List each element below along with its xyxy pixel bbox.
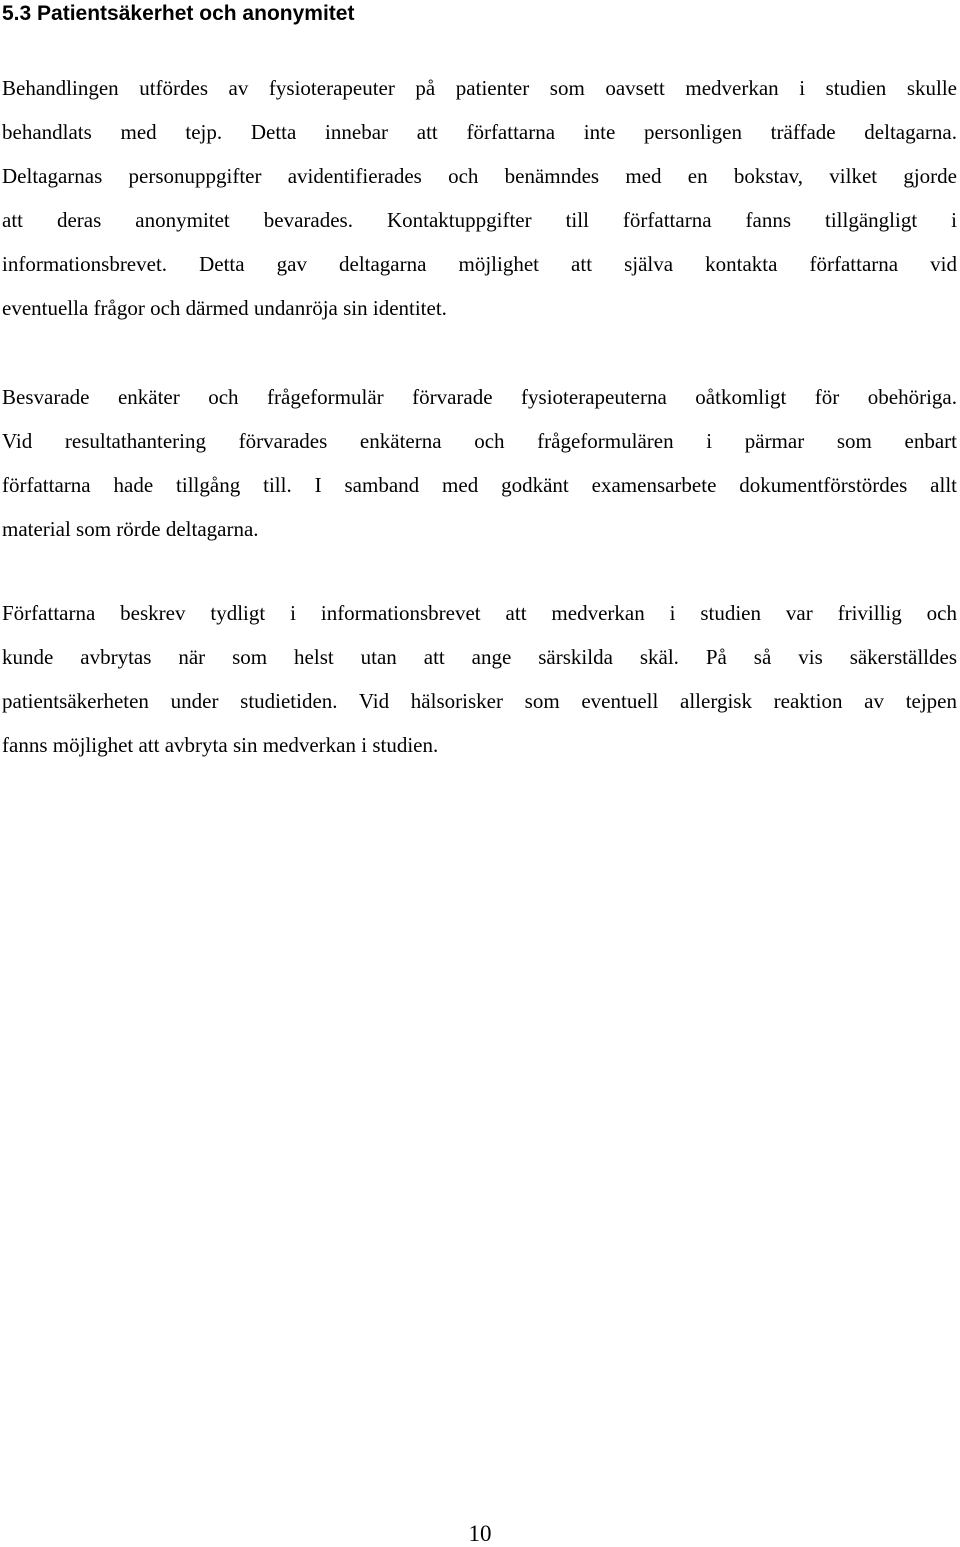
paragraph-line: material som rörde deltagarna. [2, 517, 259, 541]
page-number: 10 [468, 1521, 492, 1546]
paragraph-line: informationsbrevet. Detta gav deltagarna möjlighet att själva kontakta författarna vid [2, 252, 957, 276]
paragraph-line: patientsäkerheten under studietiden. Vid hälsorisker som eventuell allergisk reaktion av tejpen [2, 689, 957, 713]
paragraph-voluntary-participation [2, 591, 957, 767]
paragraph-line: att deras anonymitet bevarades. Kontaktuppgifter till författarna fanns tillgängligt i [2, 208, 957, 232]
paragraph-line: fanns möjlighet att avbryta sin medverkan i studien. [2, 733, 439, 757]
paragraph-line: författarna hade tillgång till. I samband med godkänt examensarbete dokumentförstördes allt [2, 473, 957, 497]
paragraph-line: behandlats med tejp. Detta innebar att författarna inte personligen träffade deltagarna. [2, 120, 957, 144]
paragraph-line: Behandlingen utfördes av fysioterapeuter på patienter som oavsett medverkan i studien skulle [2, 76, 957, 100]
paragraph-line: kunde avbrytas när som helst utan att ange särskilda skäl. På så vis säkerställdes [2, 645, 957, 669]
paragraph-line: Deltagarnas personuppgifter avidentifierades och benämndes med en bokstav, vilket gjorde [2, 164, 957, 188]
paragraph-line: Författarna beskrev tydligt i informationsbrevet att medverkan i studien var frivillig och [2, 601, 957, 625]
paragraph-line: eventuella frågor och därmed undanröja sin identitet. [2, 296, 447, 320]
paragraph-line: Vid resultathantering förvarades enkäterna och frågeformulären i pärmar som enbart [2, 429, 957, 453]
paragraph-storage [2, 375, 957, 551]
paragraph-line: Besvarade enkäter och frågeformulär förvarade fysioterapeuterna oåtkomligt för obehöriga. [2, 385, 957, 409]
paragraph-data-handling [2, 66, 957, 330]
section-heading: 5.3 Patientsäkerhet och anonymitet [2, 2, 355, 25]
